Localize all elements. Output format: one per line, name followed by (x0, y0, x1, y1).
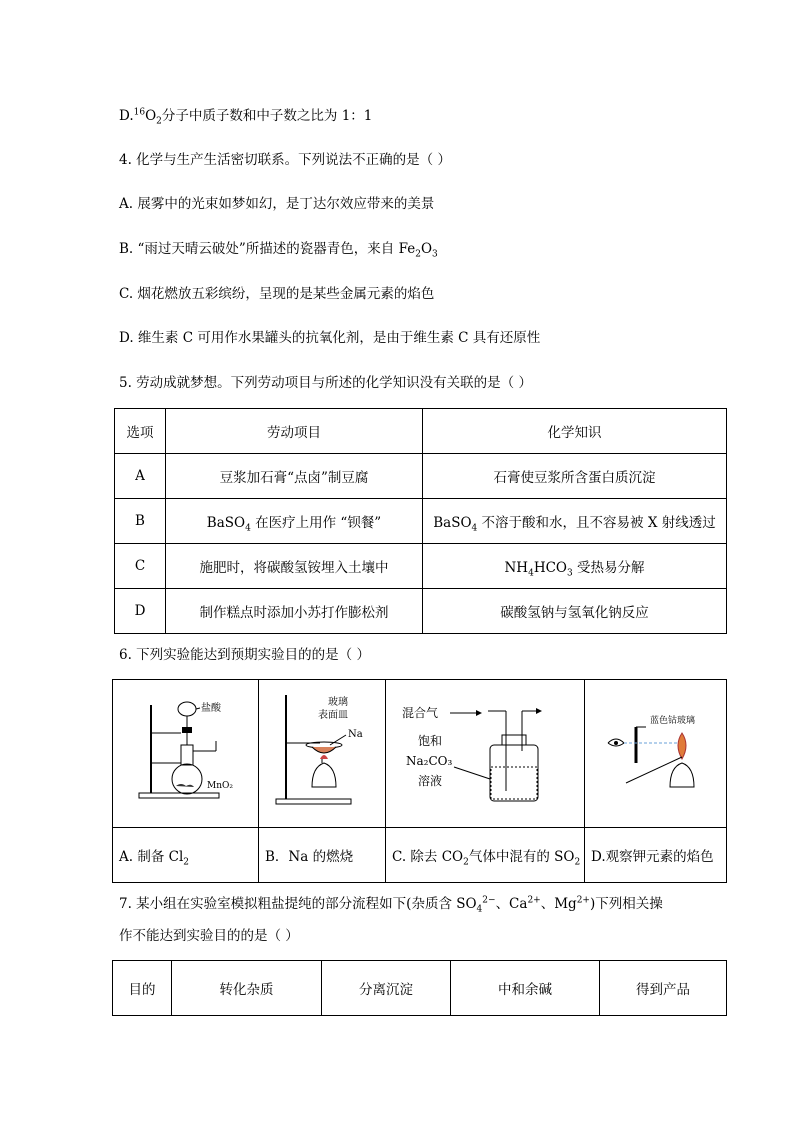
row-labor: 豆浆加石膏“点卤”制豆腐 (166, 454, 423, 499)
table-header-row (115, 409, 727, 454)
caption-d: D.观察钾元素的焰色 (585, 828, 727, 883)
label-saturated: 饱和 (418, 733, 443, 748)
q5-stem: 5. 劳动成就梦想。下列劳动项目与所述的化学知识没有关联的是（ ） (119, 375, 532, 391)
header-labor: 劳动项目 (166, 409, 423, 454)
row-labor: 制作糕点时添加小苏打作膨松剂 (166, 589, 423, 634)
label-glass-2: 表面皿 (318, 709, 348, 721)
label-mno2: MnO₂ (206, 780, 233, 791)
row-option: A (115, 454, 166, 499)
header-chem: 化学知识 (423, 409, 727, 454)
row-chem: $NH_4HCO_3$ 受热易分解 (423, 544, 727, 589)
q7-stem-line2: 作不能达到实验目的的是（ ） (119, 928, 299, 944)
row-chem: BaSO$_4$ 不溶于酸和水，且不容易被 X 射线透过 (423, 499, 727, 544)
label-solution: 溶液 (418, 773, 443, 788)
row-option: D (115, 589, 166, 634)
q4-option-a: A. 展雾中的光束如梦如幻，是丁达尔效应带来的美景 (119, 196, 435, 212)
label-na2co3: Na₂CO₃ (406, 753, 453, 768)
q5-table (114, 408, 727, 634)
label-glass-1: 玻璃 (328, 696, 348, 708)
apparatus-flame-test-icon (586, 687, 726, 817)
label-na: Na (348, 728, 363, 740)
apparatus-chlorine-icon (121, 687, 251, 817)
table-header-row (113, 961, 727, 1016)
q4-option-d: D. 维生素 C 可用作水果罐头的抗氧化剂，是由于维生素 C 具有还原性 (119, 330, 541, 346)
figure-a (113, 680, 259, 828)
header-option: 选项 (115, 409, 166, 454)
q6-stem: 6. 下列实验能达到预期实验目的的是（ ） (119, 647, 370, 663)
figure-b (259, 680, 386, 828)
row-labor: 施肥时，将碳酸氢铵埋入土壤中 (166, 544, 423, 589)
q7-table (112, 960, 727, 1016)
caption-c: C. 除去 $CO_2$气体中混有的 $SO_2$ (386, 828, 585, 883)
table-row (115, 589, 727, 634)
header-product: 得到产品 (600, 961, 727, 1016)
apparatus-washing-bottle-icon (390, 687, 580, 817)
q4-option-b: B. “雨过天晴云破处”所描述的瓷器青色，来自 $Fe_2O_3$ (119, 241, 438, 260)
apparatus-sodium-burning-icon (262, 687, 382, 817)
header-convert: 转化杂质 (172, 961, 322, 1016)
q3-option-d: $D.^{16}O_2$分子中质子数和中子数之比为 1：1 (119, 107, 373, 127)
caption-b: B．Na 的燃烧 (259, 828, 386, 883)
q7-stem-line1: 7. 某小组在实验室模拟粗盐提纯的部分流程如下(杂质含 $SO_4^{2-}$、$Ca^{2+}$、$Mg^{2+}$)下列相关操 (119, 895, 663, 915)
row-labor: BaSO$_4$ 在医疗上用作 “钡餐” (166, 499, 423, 544)
caption-a: A. 制备 $Cl_2$ (113, 828, 259, 883)
table-row (115, 544, 727, 589)
row-option: B (115, 499, 166, 544)
header-separate: 分离沉淀 (322, 961, 451, 1016)
header-purpose: 目的 (113, 961, 172, 1016)
figure-d (585, 680, 727, 828)
row-chem: 碳酸氢钠与氢氧化钠反应 (423, 589, 727, 634)
label-mixed-gas: 混合气 (402, 705, 439, 720)
table-row (115, 454, 727, 499)
table-row (115, 499, 727, 544)
q4-stem: 4. 化学与生产生活密切联系。下列说法不正确的是（ ） (119, 152, 451, 168)
q4-option-c: C. 烟花燃放五彩缤纷，呈现的是某些金属元素的焰色 (119, 286, 435, 302)
row-option: C (115, 544, 166, 589)
label-cobalt-glass: 蓝色钴玻璃 (649, 715, 695, 726)
label-hydrochloric-acid: 盐酸 (200, 702, 221, 714)
figure-c (386, 680, 585, 828)
header-neutralize: 中和余碱 (451, 961, 600, 1016)
q6-table (112, 679, 727, 883)
row-chem: 石膏使豆浆所含蛋白质沉淀 (423, 454, 727, 499)
